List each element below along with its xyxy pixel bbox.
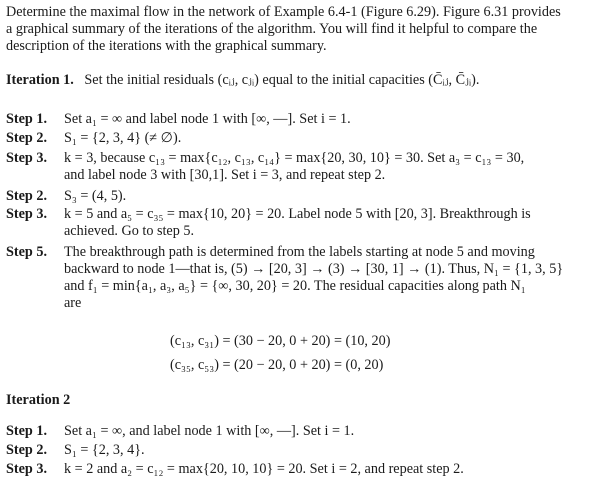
- text-line: k = 5 and a₅ = c₃₅ = max{10, 20} = 20. Label node 5 with [20, 3]. Breakthrough is: [64, 206, 531, 222]
- text-line: Determine the maximal flow in the network of Example 6.4-1 (Figure 6.29). Figure 6.31 provides: [6, 4, 561, 20]
- residual-equation: (c₁₃, c₃₁) = (30 − 20, 0 + 20) = (10, 20): [170, 333, 391, 349]
- step-label: Step 3.: [6, 461, 47, 477]
- iteration-2-heading: Iteration 2: [6, 392, 71, 408]
- text-line: S₁ = {2, 3, 4} (≠ ∅).: [64, 130, 182, 146]
- step-label: Step 1.: [6, 423, 47, 439]
- text-line: backward to node 1—that is, (5) → [20, 3] → (3) → [30, 1] → (1). Thus, N₁ = {1, 3, 5}: [64, 260, 564, 277]
- text-line: S₁ = {2, 3, 4}.: [64, 442, 145, 458]
- step-text: [64, 206, 578, 240]
- step-label: Step 2.: [6, 442, 47, 458]
- text-line: description of the iterations with the graphical summary.: [6, 37, 327, 54]
- text-line: and f₁ = min{a₁, a₃, a₅} = {∞, 30, 20} = 20. The residual capacities along path N₁: [64, 277, 526, 294]
- text-line: k = 2 and a₂ = c₁₂ = max{20, 10, 10} = 20. Set i = 2, and repeat step 2.: [64, 461, 464, 477]
- text-line: k = 3, because c₁₃ = max{c₁₂, c₁₃, c₁₄} = max{20, 30, 10} = 30. Set a₃ = c₁₃ = 30,: [64, 150, 525, 166]
- residual-equation: (c₃₅, c₅₃) = (20 − 20, 0 + 20) = (0, 20): [170, 357, 384, 373]
- step-label: Step 5.: [6, 244, 47, 260]
- step-text: [64, 111, 578, 128]
- step-label: Step 2.: [6, 130, 47, 146]
- step-text: [64, 188, 578, 205]
- text-line: achieved. Go to step 5.: [64, 222, 195, 239]
- iteration-1-heading: Iteration 1.: [6, 72, 74, 88]
- text-line: The breakthrough path is determined from the labels starting at node 5 and moving: [64, 244, 535, 260]
- step-text: [64, 461, 578, 478]
- text-line: a graphical summary of the iterations of the algorithm. You will find it helpful to compare the: [6, 20, 538, 37]
- step-label: Step 2.: [6, 188, 47, 204]
- iteration-1-intro: [6, 72, 479, 89]
- step-text: [64, 130, 578, 147]
- text-line: and label node 3 with [30,1]. Set i = 3, and repeat step 2.: [64, 166, 386, 183]
- step-text: [64, 442, 578, 459]
- step-label: Step 1.: [6, 111, 47, 127]
- text-line: S₃ = (4, 5).: [64, 188, 127, 204]
- step-text: [64, 150, 578, 184]
- step-label: Step 3.: [6, 150, 47, 166]
- problem-statement: [6, 4, 584, 55]
- text-line: are: [64, 294, 82, 311]
- text-line: Set a₁ = ∞, and label node 1 with [∞, —]. Set i = 1.: [64, 423, 355, 439]
- step-label: Step 3.: [6, 206, 47, 222]
- text-line: Set a₁ = ∞ and label node 1 with [∞, —]. Set i = 1.: [64, 111, 351, 127]
- step-text: [64, 423, 578, 440]
- iteration-1-text: Set the initial residuals (cᵢⱼ, cⱼᵢ) equal to the initial capacities (C̄ᵢⱼ, C̄ⱼᵢ).: [84, 72, 480, 88]
- step-text: [64, 244, 578, 312]
